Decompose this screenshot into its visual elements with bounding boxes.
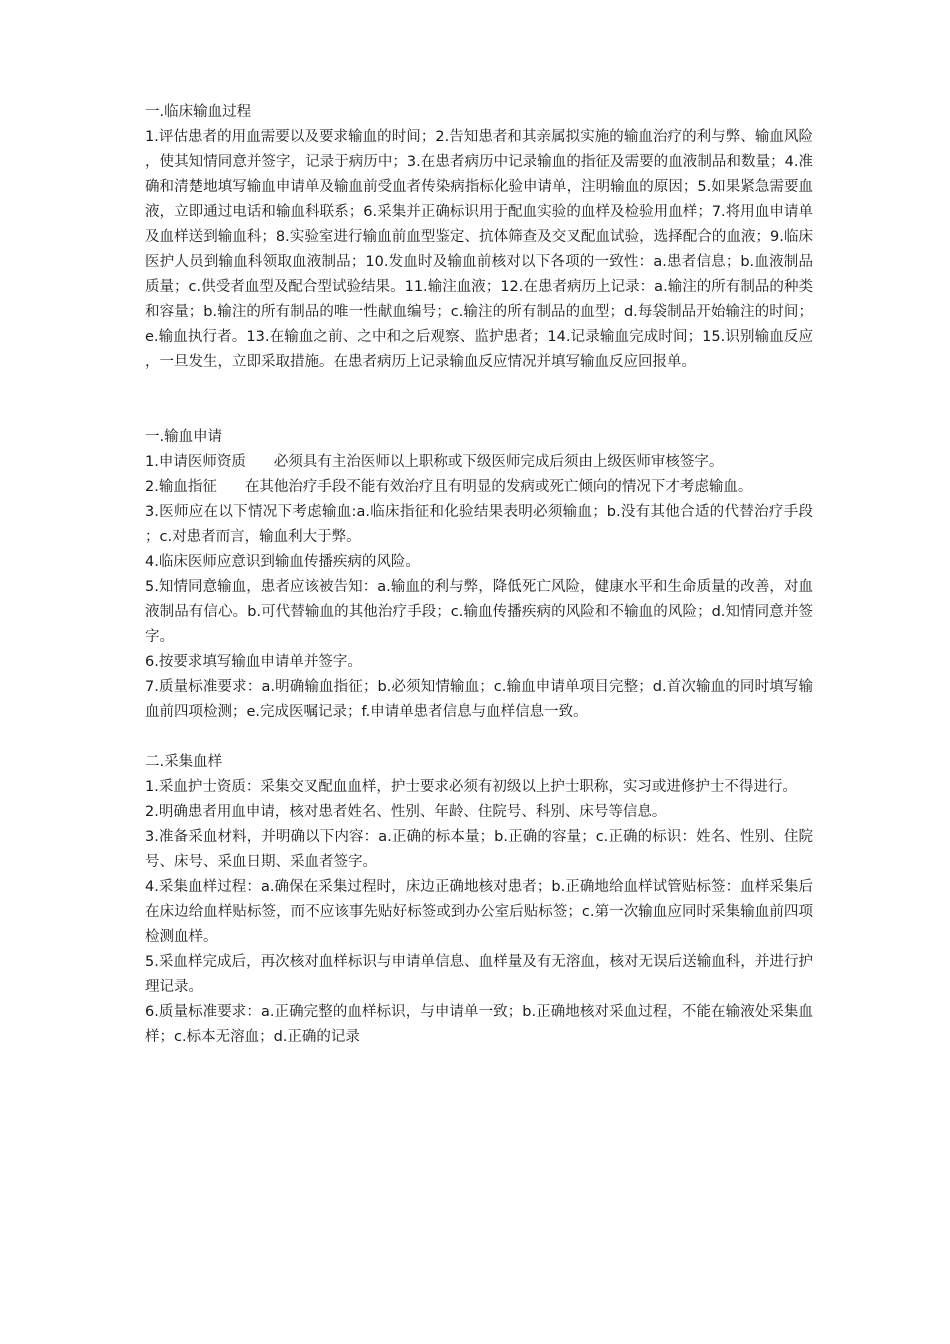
- request-item-2: [145, 475, 813, 500]
- request-item-3: 3.医师应在以下情况下考虑输血:a.临床指征和化验结果表明必须输血；b.没有其他合适的代替治疗手段；c.对患者而言，输血利大于弊。: [145, 504, 813, 545]
- document-content: [145, 100, 813, 1050]
- request-item-1: [145, 450, 813, 475]
- sample-item-6: 6.质量标准要求：a.正确完整的血样标识，与申请单一致；b.正确地核对采血过程，不能在输液处采集血样；c.标本无溶血；d.正确的记录: [145, 1004, 813, 1045]
- request-item-7: 7.质量标准要求：a.明确输血指征；b.必须知情输血；c.输血申请单项目完整；d.首次输血的同时填写输血前四项检测；e.完成医嘱记录；f.申请单患者信息与血样信息一致。: [145, 679, 813, 720]
- request-item-4: 4.临床医师应意识到输血传播疾病的风险。: [145, 554, 420, 570]
- sample-item-1: 1.采血护士资质：采集交叉配血血样，护士要求必须有初级以上护士职称，实习或进修护士不得进行。: [145, 779, 797, 795]
- sample-item-5: 5.采血样完成后，再次核对血样标识与申请单信息、血样量及有无溶血，核对无误后送输血科，并进行护理记录。: [145, 954, 813, 995]
- section-gap: [145, 725, 813, 750]
- sample-item-2: 2.明确患者用血申请，核对患者姓名、性别、年龄、住院号、科别、床号等信息。: [145, 804, 667, 820]
- section-title-transfusion-request: 一.输血申请: [145, 429, 223, 445]
- section-title-clinical-transfusion-process: 一.临床输血过程: [145, 104, 252, 120]
- sample-item-3: 3.准备采血材料，并明确以下内容：a.正确的标本量；b.正确的容量；c.正确的标识：姓名、性别、住院号、床号、采血日期、采血者签字。: [145, 829, 813, 870]
- request-item-5: 5.知情同意输血，患者应该被告知：a.输血的利与弊，降低死亡风险，健康水平和生命质量的改善，对血液制品有信心。b.可代替输血的其他治疗手段；c.输血传播疾病的风险和不输血的风险；d.知情同意并签字。: [145, 579, 813, 645]
- request-item-2-text: 在其他治疗手段不能有效治疗且有明显的发病或死亡倾向的情况下才考虑输血。: [244, 479, 753, 495]
- request-item-1-text: 必须具有主治医师以上职称或下级医师完成后须由上级医师审核签字。: [273, 454, 724, 470]
- request-item-1-label: 1.申请医师资质: [145, 454, 246, 470]
- clinical-transfusion-process-body: 1.评估患者的用血需要以及要求输血的时间；2.告知患者和其亲属拟实施的输血治疗的利与弊、输血风险，使其知情同意并签字，记录于病历中；3.在患者病历中记录输血的指征及需要的血液制品和数量；4.准确和清楚地填写输血申请单及输血前受血者传染病指标化验申请单，注明输血的原因；5.如果紧急需要血液，立即通过电话和输血科联系；6.采集并正确标识用于配血实验的血样及检验用血样；7.将用血申请单及血样送到输血科；8.实验室进行输血前血型鉴定、抗体筛查及交叉配血试验，选择配合的血液；9.临床医护人员到输血科领取血液制品；10.发血时及输血前核对以下各项的一致性：a.患者信息；b.血液制品质量；c.供受者血型及配合型试验结果。11.输注血液；12.在患者病历上记录：a.输注的所有制品的种类和容量；b.输注的所有制品的唯一性献血编号；c.输注的所有制品的血型；d.每袋制品开始输注的时间；e.输血执行者。13.在输血之前、之中和之后观察、监护患者；14.记录输血完成时间；15.识别输血反应，一旦发生，立即采取措施。在患者病历上记录输血反应情况并填写输血反应回报单。: [145, 129, 813, 370]
- request-item-6: 6.按要求填写输血申请单并签字。: [145, 654, 362, 670]
- section-gap: [145, 375, 813, 425]
- request-item-2-label: 2.输血指征: [145, 479, 217, 495]
- sample-item-4: 4.采集血样过程：a.确保在采集过程时，床边正确地核对患者；b.正确地给血样试管贴标签：血样采集后在床边给血样贴标签，而不应该事先贴好标签或到办公室后贴标签；c.第一次输血应同时采集输血前四项检测血样。: [145, 879, 813, 945]
- section-title-blood-sample-collection: 二.采集血样: [145, 754, 223, 770]
